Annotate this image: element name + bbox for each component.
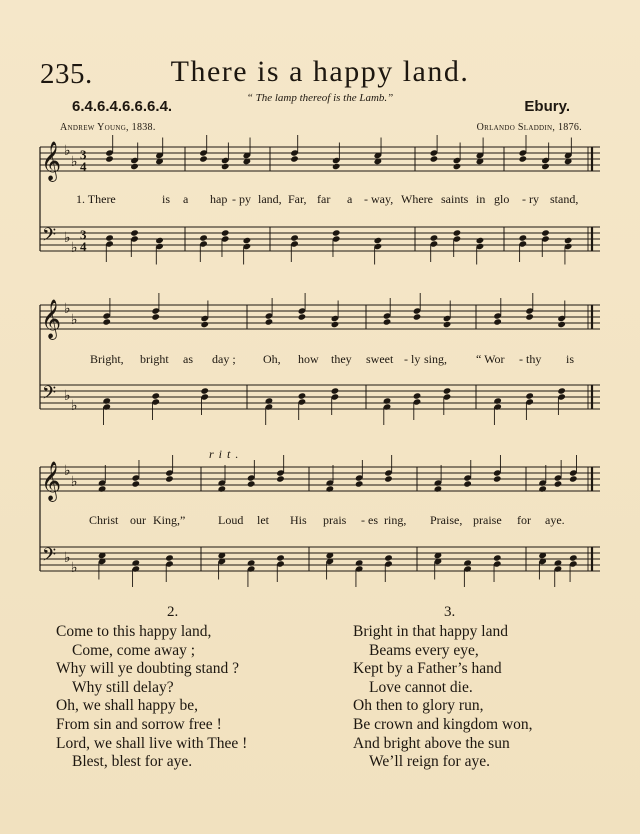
flat-icon: ♭ <box>71 561 78 576</box>
verse-2-number: 2. <box>167 604 179 620</box>
time-signature-top: 3 <box>80 227 87 242</box>
verse-line: Oh then to glory run, <box>353 697 484 715</box>
note-head <box>541 229 550 236</box>
note-head <box>151 392 160 399</box>
note-head <box>413 313 422 320</box>
verse-line: And bright above the sun <box>353 734 510 752</box>
hymn-number: 235. <box>40 58 93 90</box>
note-head <box>200 321 209 328</box>
note-head <box>564 237 573 244</box>
bass-clef-icon: 𝄢 <box>42 225 57 250</box>
note-head <box>265 397 274 404</box>
music-credit: Orlando Sladdin, 1876. <box>476 122 582 133</box>
note-head <box>165 554 174 561</box>
lyric-syllable: Christ <box>89 513 119 527</box>
verse-line: Bright in that happy land <box>353 623 508 640</box>
note-head <box>331 321 340 328</box>
lyric-syllable: let <box>257 513 269 527</box>
lyric-syllable: - ry <box>522 192 539 206</box>
note-head <box>247 480 256 487</box>
note-head <box>265 318 274 325</box>
note-head <box>538 485 547 492</box>
lyric-syllable: Oh, <box>263 352 281 366</box>
note-head <box>374 237 383 244</box>
tempo-mark: rit. <box>209 447 244 461</box>
hymn-title: There is a happy land. <box>170 55 470 88</box>
note-head <box>332 163 341 170</box>
note-head <box>443 321 452 328</box>
treble-clef-icon: 𝄞 <box>41 461 62 501</box>
lyric-syllable: sweet <box>366 352 394 366</box>
note-head <box>413 392 422 399</box>
lyric-syllable: King,” <box>153 513 186 527</box>
note-head <box>105 234 114 241</box>
note-head <box>221 229 230 236</box>
note-head <box>102 318 111 325</box>
flat-icon: ♭ <box>64 231 71 246</box>
note-head <box>493 475 502 482</box>
flat-icon: ♭ <box>71 399 78 414</box>
note-head <box>569 554 578 561</box>
note-head <box>383 397 392 404</box>
note-head <box>355 559 364 566</box>
lyric-syllable: a <box>347 192 353 206</box>
time-signature-bottom: 4 <box>80 159 87 174</box>
time-signature-top: 3 <box>80 147 87 162</box>
note-head <box>298 392 307 399</box>
flat-icon: ♭ <box>64 144 71 159</box>
note-head <box>131 480 140 487</box>
lyric-syllable: our <box>130 513 146 527</box>
verse-line: Come to this happy land, <box>56 623 212 640</box>
note-head <box>326 485 335 492</box>
note-head <box>430 155 439 162</box>
note-head <box>434 485 443 492</box>
lyric-syllable: Where <box>401 192 433 206</box>
lyric-syllable: hap <box>210 192 228 206</box>
note-head <box>247 559 256 566</box>
note-head <box>276 475 285 482</box>
flat-icon: ♭ <box>64 551 71 566</box>
note-head <box>221 163 230 170</box>
lyric-syllable: Praise, <box>430 513 463 527</box>
verse-line: Love cannot die. <box>369 678 473 696</box>
treble-clef-icon: 𝄞 <box>41 299 62 339</box>
note-head <box>276 554 285 561</box>
verse-line: Kept by a Father’s hand <box>353 660 502 678</box>
lyric-syllable: as <box>183 352 193 366</box>
flat-icon: ♭ <box>71 475 78 490</box>
note-head <box>557 321 566 328</box>
note-head <box>298 313 307 320</box>
lyric-syllable: glo <box>494 192 510 206</box>
verse-line: Beams every eye, <box>369 641 479 659</box>
lyric-syllable: Loud <box>218 513 244 527</box>
verse-3 <box>353 623 533 772</box>
lyric-syllable: how <box>298 352 319 366</box>
lyric-syllable: land, <box>258 192 282 206</box>
note-head <box>131 559 140 566</box>
note-head <box>443 387 452 394</box>
lyric-syllable: - way, <box>364 192 394 206</box>
note-head <box>290 155 299 162</box>
lyric-syllable: - thy <box>519 352 542 366</box>
note-head <box>554 559 563 566</box>
lyric-syllable: a <box>183 192 189 206</box>
note-head <box>105 155 114 162</box>
verse-line: We’ll reign for aye. <box>369 753 490 771</box>
lyric-syllable: aye. <box>545 513 565 527</box>
flat-icon: ♭ <box>64 464 71 479</box>
lyric-syllable: for <box>517 513 531 527</box>
flat-icon: ♭ <box>64 302 71 317</box>
note-head <box>384 554 393 561</box>
words-credit: Andrew Young, 1838. <box>60 122 156 133</box>
meter: 6.4.6.4.6.6.6.4. <box>72 98 173 115</box>
note-head <box>290 234 299 241</box>
note-head <box>332 229 341 236</box>
lyric-syllable: in <box>476 192 486 206</box>
note-head <box>453 163 462 170</box>
time-signature-bottom: 4 <box>80 239 87 254</box>
note-head <box>463 559 472 566</box>
lyric-syllable: - ly <box>404 352 421 366</box>
note-head <box>525 392 534 399</box>
flat-icon: ♭ <box>71 241 78 256</box>
note-head <box>476 237 485 244</box>
note-head <box>199 234 208 241</box>
bass-clef-icon: 𝄢 <box>42 545 57 570</box>
note-head <box>155 237 164 244</box>
lyric-syllable: “ Wor <box>476 352 505 366</box>
flat-icon: ♭ <box>64 389 71 404</box>
lyric-syllable: stand, <box>550 192 579 206</box>
note-head <box>102 397 111 404</box>
note-head <box>430 234 439 241</box>
tune-name: Ebury. <box>524 98 570 115</box>
note-head <box>130 229 139 236</box>
verse-line: Be crown and kingdom won, <box>353 715 533 733</box>
verse-line: From sin and sorrow free ! <box>56 715 222 733</box>
bass-clef-icon: 𝄢 <box>42 383 57 408</box>
lyric-syllable: - py <box>232 192 251 206</box>
verse-line: Oh, we shall happy be, <box>56 697 199 715</box>
note-head <box>383 318 392 325</box>
lyric-syllable: far <box>317 192 331 206</box>
note-head <box>453 229 462 236</box>
verse-line: Come, come away ; <box>72 641 196 659</box>
verse-3-number: 3. <box>444 604 456 620</box>
note-head <box>557 387 566 394</box>
flat-icon: ♭ <box>71 155 78 170</box>
verse-line: Blest, blest for aye. <box>72 753 193 771</box>
lyric-syllable: Far, <box>288 192 307 206</box>
treble-clef-icon: 𝄞 <box>41 141 62 181</box>
note-head <box>541 163 550 170</box>
note-head <box>525 313 534 320</box>
lyric-syllable: they <box>331 352 352 366</box>
note-head <box>519 234 528 241</box>
note-head <box>243 237 252 244</box>
lyric-syllable: bright <box>140 352 169 366</box>
lyric-syllable: saints <box>441 192 469 206</box>
note-head <box>569 475 578 482</box>
note-head <box>519 155 528 162</box>
verse-line: Why will ye doubting stand ? <box>56 660 239 678</box>
epigraph: “ The lamp thereof is the Lamb.” <box>246 92 394 104</box>
note-head <box>165 475 174 482</box>
lyric-syllable: 1. There <box>76 192 116 206</box>
flat-icon: ♭ <box>71 313 78 328</box>
note-head <box>554 480 563 487</box>
note-head <box>331 387 340 394</box>
note-head <box>151 313 160 320</box>
note-head <box>200 387 209 394</box>
lyric-syllable: ring, <box>384 513 407 527</box>
lyric-syllable: His <box>290 513 307 527</box>
lyric-syllable: sing, <box>424 352 448 366</box>
note-head <box>493 554 502 561</box>
note-head <box>218 485 227 492</box>
note-head <box>493 318 502 325</box>
lyric-syllable: day ; <box>212 352 236 366</box>
note-head <box>384 475 393 482</box>
note-head <box>98 485 107 492</box>
lyric-syllable: prais <box>323 513 347 527</box>
lyric-syllable: Bright, <box>90 352 124 366</box>
lyric-syllable: praise <box>473 513 502 527</box>
lyric-syllable: is <box>566 352 575 366</box>
verse-line: Why still delay? <box>72 678 174 696</box>
note-head <box>355 480 364 487</box>
note-head <box>463 480 472 487</box>
verse-2 <box>56 623 247 772</box>
lyric-syllable: is <box>162 192 171 206</box>
note-head <box>130 163 139 170</box>
note-head <box>199 155 208 162</box>
note-head <box>493 397 502 404</box>
lyric-syllable: - es <box>361 513 378 527</box>
verse-line: Lord, we shall live with Thee ! <box>56 734 248 752</box>
